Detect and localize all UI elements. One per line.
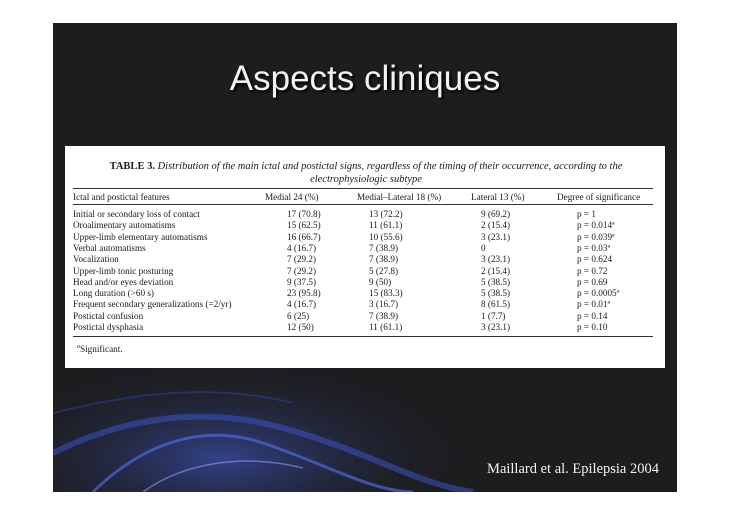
table-cell: 8 (61.5) (481, 299, 511, 310)
table-cell: 15 (62.5) (287, 220, 321, 231)
table-header-rule (73, 204, 653, 205)
table-cell: 15 (83.3) (369, 288, 403, 299)
table-cell: 3 (23.1) (481, 254, 511, 265)
table-footnote (77, 344, 123, 354)
table-cell: p = 1 (577, 209, 596, 219)
table-cell: 4 (16.7) (287, 299, 317, 310)
table-header-cell: Medial–Lateral 18 (%) (357, 192, 442, 202)
table-caption (83, 160, 649, 186)
table-cell: 7 (38.9) (369, 242, 399, 253)
table-bottom-rule (73, 336, 653, 337)
table-cell: p = 0.0005ª (577, 288, 620, 299)
table-cell: Long duration (>60 s) (73, 288, 154, 299)
table-cell: p = 0.03ª (577, 242, 610, 253)
table-cell: 3 (23.1) (481, 231, 511, 242)
table-cell: p = 0.624 (577, 254, 613, 265)
table-cell: 9 (37.5) (287, 276, 317, 287)
table-cell: Initial or secondary loss of contact (73, 209, 200, 219)
table-cell: 5 (38.5) (481, 288, 511, 299)
table-cell: 6 (25) (287, 310, 310, 321)
table-caption-text: Distribution of the main ictal and postictal signs, regardless of the timing of their occurrence, according to the electrophysiologic subtype (157, 161, 623, 185)
table-cell: 7 (29.2) (287, 254, 317, 265)
table-cell: 7 (29.2) (287, 265, 317, 276)
table-cell: 11 (61.1) (369, 322, 403, 332)
table-cell: 1 (7.7) (481, 310, 506, 321)
table-cell: p = 0.72 (577, 265, 608, 276)
slide (53, 23, 677, 492)
table-cell: 13 (72.2) (369, 209, 403, 219)
table-cell: Upper-limb tonic posturing (73, 265, 174, 276)
table-cell: p = 0.01ª (577, 299, 610, 310)
table-cell: 23 (95.8) (287, 288, 321, 299)
table-cell: p = 0.69 (577, 276, 608, 287)
table-cell: 3 (16.7) (369, 299, 399, 310)
table-cell: 5 (27.8) (369, 265, 399, 276)
table-cell: 3 (23.1) (481, 322, 511, 332)
table-header-cell: Degree of significance (557, 192, 641, 202)
table-cell: 0 (481, 242, 486, 253)
table-cell: 5 (38.5) (481, 276, 511, 287)
table-cell: 11 (61.1) (369, 220, 403, 231)
table-cell: 7 (38.9) (369, 254, 399, 265)
table-cell: p = 0.10 (577, 322, 608, 332)
table-header-cell: Lateral 13 (%) (471, 192, 525, 202)
table-cell: p = 0.14 (577, 310, 608, 321)
table-cell: 16 (66.7) (287, 231, 321, 242)
table-cell: 2 (15.4) (481, 220, 511, 231)
table-cell: p = 0.014ª (577, 220, 615, 231)
table-cell: Vocalization (73, 254, 119, 265)
table-cell: 9 (50) (369, 276, 392, 287)
table-cell: Upper-limb elementary automatisms (73, 231, 208, 242)
table-label: TABLE 3. (109, 161, 155, 172)
footnote-text: Significant. (80, 344, 123, 355)
table-cell: Verbal automatisms (73, 242, 146, 253)
table-cell: 10 (55.6) (369, 231, 403, 242)
table-cell: Postictal dysphasia (73, 322, 144, 332)
table-cell: Oroalimentary automatisms (73, 220, 176, 231)
table-cell: 12 (50) (287, 322, 314, 332)
slide-title: Aspects cliniques (229, 59, 501, 98)
citation: Maillard et al. Epilepsia 2004 (487, 461, 659, 477)
table-figure (65, 146, 665, 368)
footnote-mark: a (77, 344, 80, 350)
table-cell: 7 (38.9) (369, 310, 399, 321)
table-cell: Head and/or eyes deviation (73, 276, 174, 287)
table-top-rule (73, 188, 653, 189)
table-cell: p = 0.039ª (577, 231, 615, 242)
table-header-cell: Medial 24 (%) (265, 192, 319, 202)
table-cell: 4 (16.7) (287, 242, 317, 253)
table-cell: Frequent secondary generalizations (=2/yr) (73, 299, 232, 310)
table-cell: Postictal confusion (73, 310, 144, 321)
table-header-cell: Ictal and postictal features (73, 192, 170, 202)
table-cell: 2 (15.4) (481, 265, 511, 276)
table-cell: 17 (70.8) (287, 209, 321, 219)
table-cell: 9 (69.2) (481, 209, 511, 219)
